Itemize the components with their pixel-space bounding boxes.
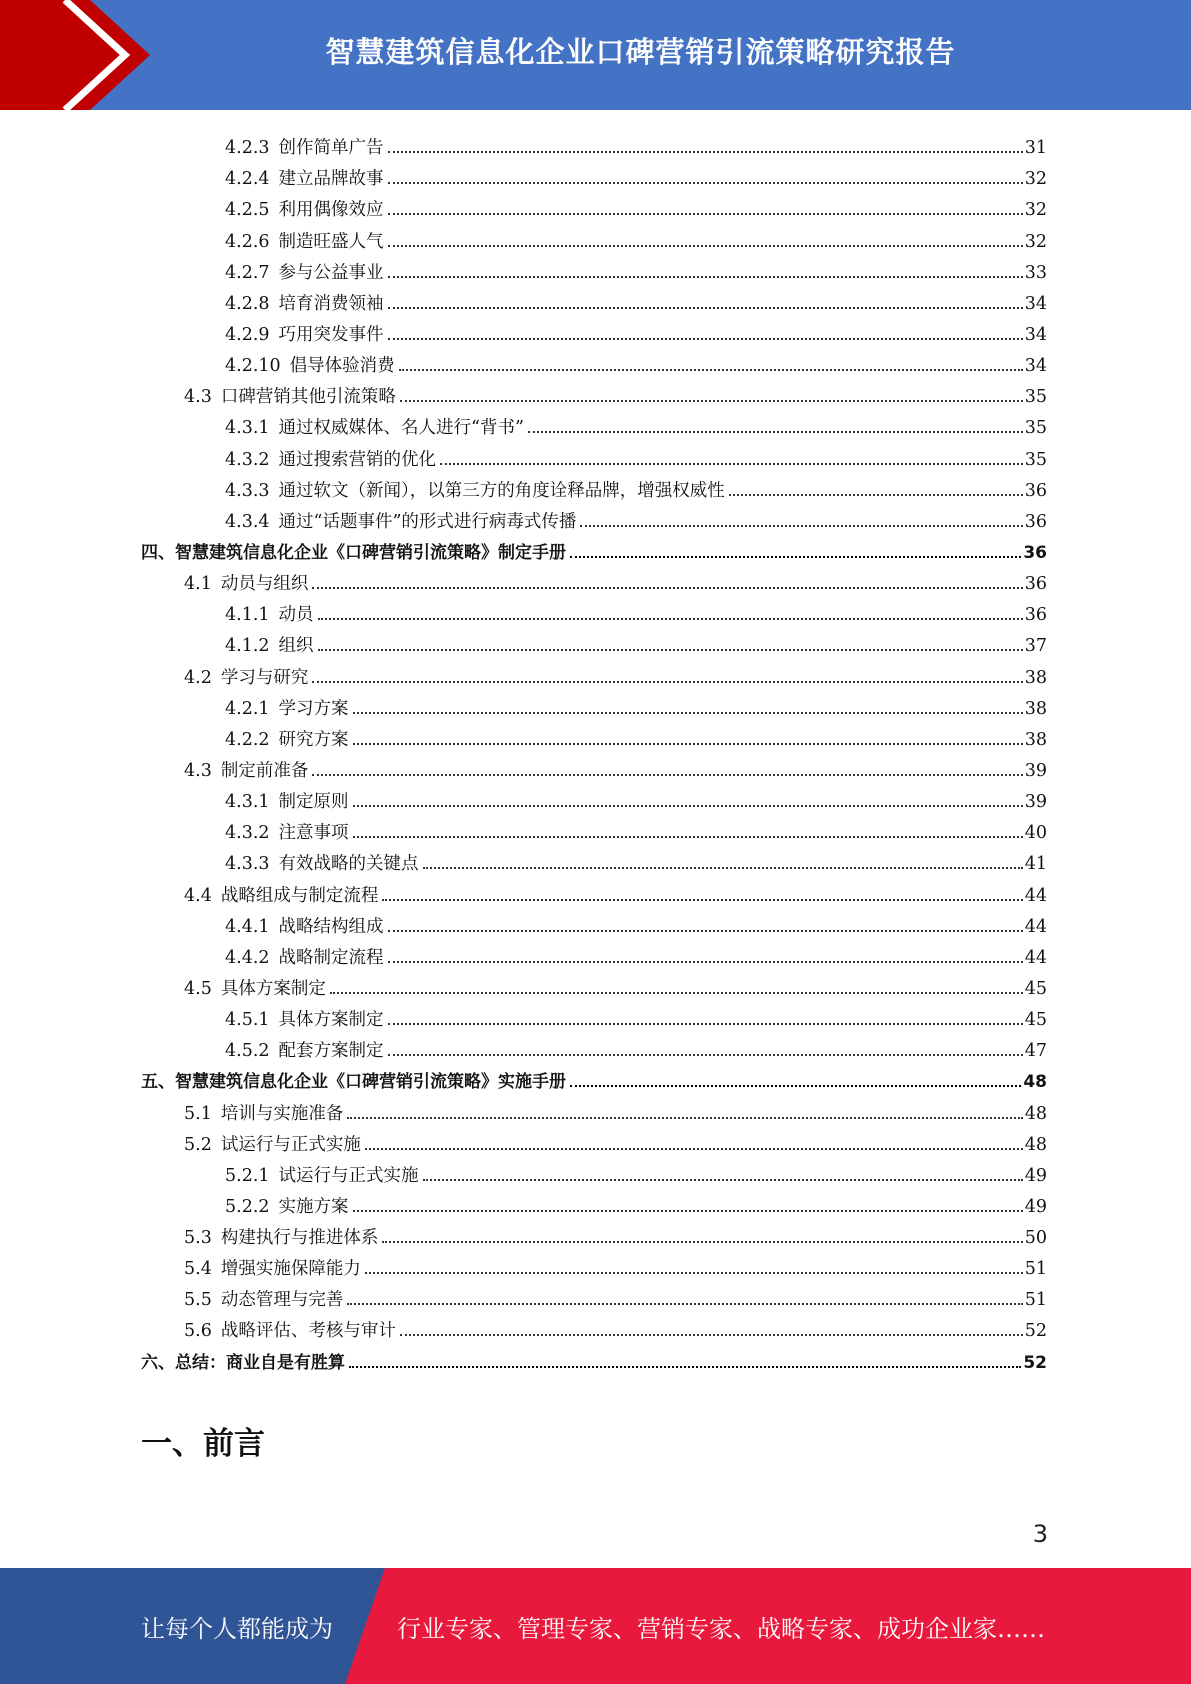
toc-entry-label xyxy=(225,324,386,346)
toc-dot-leader xyxy=(312,587,1022,589)
toc-entry-page: 50 xyxy=(1024,1228,1047,1249)
toc-entry-page: 49 xyxy=(1024,1196,1047,1217)
toc-entry-label xyxy=(141,1352,347,1374)
toc-dot-leader xyxy=(382,899,1022,901)
toc-entry-page: 34 xyxy=(1024,356,1047,377)
toc-dot-leader xyxy=(388,276,1023,278)
toc-entry-label xyxy=(225,480,727,502)
toc-entry-page: 36 xyxy=(1024,511,1047,532)
toc-entry-label xyxy=(225,511,578,533)
toc-entry-label xyxy=(225,729,351,751)
footer-slogan-left: 让每个人都能成为 xyxy=(141,1614,333,1643)
toc-entry-number: 4.3.3 xyxy=(225,854,270,875)
toc-entry[interactable] xyxy=(141,502,1047,533)
toc-entry-title: 注意事项 xyxy=(278,823,349,844)
toc-entry-page: 38 xyxy=(1024,698,1047,719)
toc-entry[interactable] xyxy=(141,969,1047,1000)
toc-dot-leader xyxy=(388,245,1023,247)
toc-entry-page: 44 xyxy=(1024,947,1047,968)
toc-entry-title: 学习与研究 xyxy=(220,667,309,688)
toc-dot-leader xyxy=(347,1117,1022,1119)
toc-entry-page: 39 xyxy=(1024,760,1047,781)
toc-entry[interactable] xyxy=(141,751,1047,782)
toc-entry[interactable] xyxy=(141,1031,1047,1062)
toc-entry-page: 32 xyxy=(1024,231,1047,252)
toc-entry[interactable] xyxy=(141,657,1047,688)
toc-dot-leader xyxy=(729,494,1023,496)
toc-dot-leader xyxy=(312,774,1022,776)
toc-dot-leader xyxy=(353,1210,1023,1212)
toc-entry-title: 通过搜索营销的优化 xyxy=(278,449,437,470)
toc-entry[interactable] xyxy=(141,1000,1047,1031)
toc-entry-title: 制定原则 xyxy=(278,792,349,813)
toc-entry-title: 创作简单广告 xyxy=(278,138,384,159)
toc-entry-number: 5.6 xyxy=(184,1321,212,1342)
toc-entry-page: 45 xyxy=(1024,978,1047,999)
toc-entry-page: 33 xyxy=(1024,262,1047,283)
toc-entry-title: 战略制定流程 xyxy=(278,947,384,968)
toc-entry-label xyxy=(184,1258,363,1280)
toc-entry[interactable] xyxy=(141,1311,1047,1342)
toc-entry-page: 48 xyxy=(1024,1103,1047,1124)
toc-entry-title: 建立品牌故事 xyxy=(278,169,384,190)
toc-entry-title: 口碑营销其他引流策略 xyxy=(220,387,396,408)
toc-entry-title: 试运行与正式实施 xyxy=(220,1134,361,1155)
toc-entry-page: 35 xyxy=(1024,449,1047,470)
toc-entry-page: 45 xyxy=(1024,1010,1047,1031)
toc-entry[interactable] xyxy=(141,626,1047,657)
toc-entry[interactable] xyxy=(141,1093,1047,1124)
toc-entry-title: 有效战略的关键点 xyxy=(278,854,419,875)
report-title: 智慧建筑信息化企业口碑营销引流策略研究报告 xyxy=(325,34,956,69)
toc-entry[interactable] xyxy=(141,907,1047,938)
toc-dot-leader xyxy=(388,1023,1023,1025)
toc-entry-label xyxy=(184,573,310,595)
toc-entry[interactable] xyxy=(141,159,1047,190)
toc-dot-leader xyxy=(388,338,1023,340)
toc-entry-number: 5.5 xyxy=(184,1290,212,1311)
toc-entry-title: 四、智慧建筑信息化企业《口碑营销引流策略》制定手册 xyxy=(141,542,566,563)
toc-dot-leader xyxy=(570,1085,1021,1087)
toc-dot-leader xyxy=(312,681,1022,683)
toc-entry-title: 培育消费领袖 xyxy=(278,293,384,314)
toc-entry-number: 4.2.8 xyxy=(225,293,270,314)
toc-entry-number: 4.4.2 xyxy=(225,947,270,968)
toc-entry-label xyxy=(225,417,526,439)
toc-entry-label xyxy=(225,698,351,720)
toc-entry-page: 48 xyxy=(1023,1072,1047,1093)
toc-entry-page: 40 xyxy=(1024,823,1047,844)
toc-entry-page: 51 xyxy=(1024,1259,1047,1280)
toc-entry[interactable] xyxy=(141,564,1047,595)
toc-entry-page: 44 xyxy=(1024,885,1047,906)
toc-entry-page: 52 xyxy=(1024,1321,1047,1342)
toc-entry-title: 学习方案 xyxy=(278,698,349,719)
toc-entry-label xyxy=(225,168,386,190)
toc-entry[interactable] xyxy=(141,938,1047,969)
toc-entry-label xyxy=(225,791,351,813)
table-of-contents xyxy=(141,128,1047,1374)
toc-entry-label xyxy=(184,760,310,782)
toc-entry-number: 5.4 xyxy=(184,1259,212,1280)
toc-dot-leader xyxy=(423,867,1023,869)
toc-entry-title: 通过软文（新闻），以第三方的角度诠释品牌，增强权威性 xyxy=(278,480,725,501)
page-header xyxy=(0,0,1191,110)
toc-entry-label xyxy=(184,1289,345,1311)
toc-dot-leader xyxy=(399,369,1023,371)
toc-entry-page: 34 xyxy=(1024,324,1047,345)
toc-entry-title: 试运行与正式实施 xyxy=(278,1165,419,1186)
toc-entry-page: 52 xyxy=(1023,1352,1047,1373)
toc-entry[interactable] xyxy=(141,595,1047,626)
toc-entry-number: 4.3.1 xyxy=(225,418,270,439)
toc-dot-leader xyxy=(353,836,1023,838)
toc-entry-title: 实施方案 xyxy=(278,1196,349,1217)
toc-entry[interactable] xyxy=(141,1280,1047,1311)
toc-entry-title: 战略评估、考核与审计 xyxy=(220,1321,396,1342)
toc-entry-label xyxy=(225,199,386,221)
header-arrow-decoration xyxy=(0,0,150,110)
toc-entry[interactable] xyxy=(141,720,1047,751)
toc-entry-label xyxy=(184,1103,345,1125)
toc-entry-page: 38 xyxy=(1024,667,1047,688)
footer-slogan-right: 行业专家、管理专家、营销专家、战略专家、成功企业家…… xyxy=(397,1614,1045,1643)
page-number: 3 xyxy=(1032,1520,1048,1548)
toc-entry-label xyxy=(184,386,398,408)
toc-entry-label xyxy=(225,137,386,159)
toc-dot-leader xyxy=(353,743,1023,745)
toc-dot-leader xyxy=(400,1334,1023,1336)
toc-entry-page: 31 xyxy=(1024,138,1047,159)
toc-entry-page: 32 xyxy=(1024,169,1047,190)
toc-dot-leader xyxy=(388,151,1023,153)
toc-entry-number: 4.1 xyxy=(184,574,212,595)
toc-entry-title: 战略结构组成 xyxy=(278,916,384,937)
toc-entry-label xyxy=(225,1009,386,1031)
toc-entry-title: 五、智慧建筑信息化企业《口碑营销引流策略》实施手册 xyxy=(141,1072,566,1093)
toc-dot-leader xyxy=(365,1148,1023,1150)
toc-entry-number: 4.5 xyxy=(184,978,212,999)
toc-entry-title: 具体方案制定 xyxy=(220,978,326,999)
toc-entry-title: 制定前准备 xyxy=(220,760,309,781)
toc-dot-leader xyxy=(318,618,1023,620)
toc-entry-label xyxy=(184,978,328,1000)
toc-entry[interactable] xyxy=(141,315,1047,346)
toc-entry[interactable] xyxy=(141,190,1047,221)
toc-entry-page: 41 xyxy=(1024,854,1047,875)
toc-dot-leader xyxy=(353,805,1023,807)
toc-entry-number: 4.4.1 xyxy=(225,916,270,937)
toc-entry-label xyxy=(225,449,438,471)
toc-entry-page: 39 xyxy=(1024,792,1047,813)
toc-entry-page: 36 xyxy=(1024,574,1047,595)
toc-entry-number: 4.2 xyxy=(184,667,212,688)
toc-entry-number: 5.2 xyxy=(184,1134,212,1155)
toc-entry-page: 32 xyxy=(1024,200,1047,221)
toc-entry-number: 4.2.4 xyxy=(225,169,270,190)
toc-entry-title: 战略组成与制定流程 xyxy=(220,885,379,906)
toc-dot-leader xyxy=(365,1272,1023,1274)
toc-entry-label xyxy=(225,1040,386,1062)
toc-entry-page: 35 xyxy=(1024,387,1047,408)
toc-entry[interactable] xyxy=(141,439,1047,470)
toc-dot-leader xyxy=(388,307,1023,309)
toc-entry[interactable] xyxy=(141,689,1047,720)
toc-entry-title: 动员与组织 xyxy=(220,574,309,595)
toc-entry-title: 巧用突发事件 xyxy=(278,324,384,345)
toc-entry-number: 4.5.2 xyxy=(225,1041,270,1062)
toc-entry-title: 配套方案制定 xyxy=(278,1041,384,1062)
toc-dot-leader xyxy=(388,1054,1023,1056)
toc-entry-label xyxy=(225,947,386,969)
toc-entry-title: 通过“话题事件”的形式进行病毒式传播 xyxy=(278,511,577,532)
toc-dot-leader xyxy=(388,182,1023,184)
toc-entry[interactable] xyxy=(141,1156,1047,1187)
toc-entry[interactable] xyxy=(141,1062,1047,1093)
toc-entry-title: 倡导体验消费 xyxy=(289,356,395,377)
toc-entry[interactable] xyxy=(141,875,1047,906)
toc-entry-title: 培训与实施准备 xyxy=(220,1103,344,1124)
toc-dot-leader xyxy=(388,961,1023,963)
toc-entry-number: 4.1.2 xyxy=(225,636,270,657)
toc-entry-number: 4.2.10 xyxy=(225,356,281,377)
section-heading: 一、前言 xyxy=(141,1426,265,1462)
toc-entry-number: 5.3 xyxy=(184,1228,212,1249)
toc-entry-page: 44 xyxy=(1024,916,1047,937)
toc-dot-leader xyxy=(570,556,1021,558)
toc-entry-title: 动态管理与完善 xyxy=(220,1290,344,1311)
toc-entry[interactable] xyxy=(141,782,1047,813)
toc-entry-title: 动员 xyxy=(278,605,314,626)
toc-entry-number: 4.3.3 xyxy=(225,480,270,501)
toc-entry-page: 36 xyxy=(1023,542,1047,563)
toc-dot-leader xyxy=(318,649,1023,651)
toc-entry-number: 4.2.2 xyxy=(225,729,270,750)
toc-entry-page: 49 xyxy=(1024,1165,1047,1186)
toc-entry[interactable] xyxy=(141,221,1047,252)
toc-entry-title: 参与公益事业 xyxy=(278,262,384,283)
toc-entry[interactable] xyxy=(141,1125,1047,1156)
toc-entry-page: 34 xyxy=(1024,293,1047,314)
toc-entry[interactable] xyxy=(141,408,1047,439)
toc-entry-label xyxy=(184,885,380,907)
toc-entry-number: 4.2.6 xyxy=(225,231,270,252)
toc-entry-title: 具体方案制定 xyxy=(278,1010,384,1031)
toc-entry[interactable] xyxy=(141,813,1047,844)
toc-entry-title: 构建执行与推进体系 xyxy=(220,1228,379,1249)
toc-entry[interactable] xyxy=(141,1249,1047,1280)
toc-entry[interactable] xyxy=(141,1218,1047,1249)
toc-entry-label xyxy=(225,853,421,875)
toc-entry[interactable] xyxy=(141,284,1047,315)
toc-entry[interactable] xyxy=(141,377,1047,408)
toc-entry-title: 利用偶像效应 xyxy=(278,200,384,221)
toc-entry-number: 4.3 xyxy=(184,760,212,781)
toc-dot-leader xyxy=(528,431,1023,433)
toc-entry-page: 47 xyxy=(1024,1041,1047,1062)
toc-entry[interactable] xyxy=(141,346,1047,377)
toc-dot-leader xyxy=(580,525,1022,527)
toc-entry-page: 35 xyxy=(1024,418,1047,439)
toc-entry-label xyxy=(225,635,316,657)
toc-entry-label xyxy=(225,916,386,938)
toc-entry-number: 4.3.1 xyxy=(225,792,270,813)
toc-dot-leader xyxy=(388,930,1023,932)
toc-entry-number: 4.2.5 xyxy=(225,200,270,221)
toc-dot-leader xyxy=(388,213,1023,215)
toc-entry-title: 组织 xyxy=(278,636,314,657)
toc-entry-number: 5.2.2 xyxy=(225,1196,270,1217)
toc-entry[interactable] xyxy=(141,1342,1047,1373)
toc-entry-label xyxy=(141,542,568,564)
toc-entry-page: 36 xyxy=(1024,605,1047,626)
toc-dot-leader xyxy=(330,992,1023,994)
toc-entry-page: 38 xyxy=(1024,729,1047,750)
toc-entry-label xyxy=(225,293,386,315)
toc-entry-number: 4.2.3 xyxy=(225,138,270,159)
toc-entry-label xyxy=(184,1227,380,1249)
toc-dot-leader xyxy=(347,1303,1022,1305)
toc-dot-leader xyxy=(353,712,1023,714)
toc-entry-number: 4.2.1 xyxy=(225,698,270,719)
toc-entry-number: 4.3 xyxy=(184,387,212,408)
toc-entry-number: 4.3.2 xyxy=(225,823,270,844)
toc-entry-title: 增强实施保障能力 xyxy=(220,1259,361,1280)
toc-entry-number: 4.2.9 xyxy=(225,324,270,345)
toc-entry-number: 4.1.1 xyxy=(225,605,270,626)
toc-entry-label xyxy=(184,1134,363,1156)
page-footer xyxy=(0,1568,1191,1684)
toc-entry-number: 4.3.4 xyxy=(225,511,270,532)
toc-entry-label xyxy=(225,604,316,626)
toc-entry-label xyxy=(225,822,351,844)
toc-entry[interactable] xyxy=(141,533,1047,564)
toc-entry-number: 4.2.7 xyxy=(225,262,270,283)
toc-entry-label xyxy=(184,1320,398,1342)
toc-entry-label xyxy=(184,667,310,689)
toc-dot-leader xyxy=(400,400,1023,402)
toc-entry-number: 5.2.1 xyxy=(225,1165,270,1186)
toc-entry-page: 37 xyxy=(1024,636,1047,657)
toc-dot-leader xyxy=(440,463,1023,465)
toc-entry[interactable] xyxy=(141,253,1047,284)
toc-entry-page: 51 xyxy=(1024,1290,1047,1311)
toc-entry[interactable] xyxy=(141,128,1047,159)
toc-entry-label xyxy=(225,355,397,377)
toc-entry-page: 48 xyxy=(1024,1134,1047,1155)
toc-entry-number: 5.1 xyxy=(184,1103,212,1124)
toc-entry-label xyxy=(225,262,386,284)
toc-entry-number: 4.3.2 xyxy=(225,449,270,470)
toc-entry-page: 36 xyxy=(1024,480,1047,501)
toc-entry-label xyxy=(141,1071,568,1093)
toc-dot-leader xyxy=(423,1179,1023,1181)
toc-entry-number: 4.4 xyxy=(184,885,212,906)
toc-entry-title: 制造旺盛人气 xyxy=(278,231,384,252)
toc-entry-title: 通过权威媒体、名人进行“背书” xyxy=(278,418,524,439)
toc-entry[interactable] xyxy=(141,844,1047,875)
toc-entry-label xyxy=(225,231,386,253)
toc-entry-title: 研究方案 xyxy=(278,729,349,750)
toc-entry-label xyxy=(225,1196,351,1218)
toc-entry[interactable] xyxy=(141,471,1047,502)
toc-entry-title: 六、总结：商业自是有胜算 xyxy=(141,1352,345,1373)
toc-entry[interactable] xyxy=(141,1187,1047,1218)
toc-entry-number: 4.5.1 xyxy=(225,1010,270,1031)
toc-dot-leader xyxy=(382,1241,1022,1243)
toc-dot-leader xyxy=(349,1366,1021,1368)
toc-entry-label xyxy=(225,1165,421,1187)
